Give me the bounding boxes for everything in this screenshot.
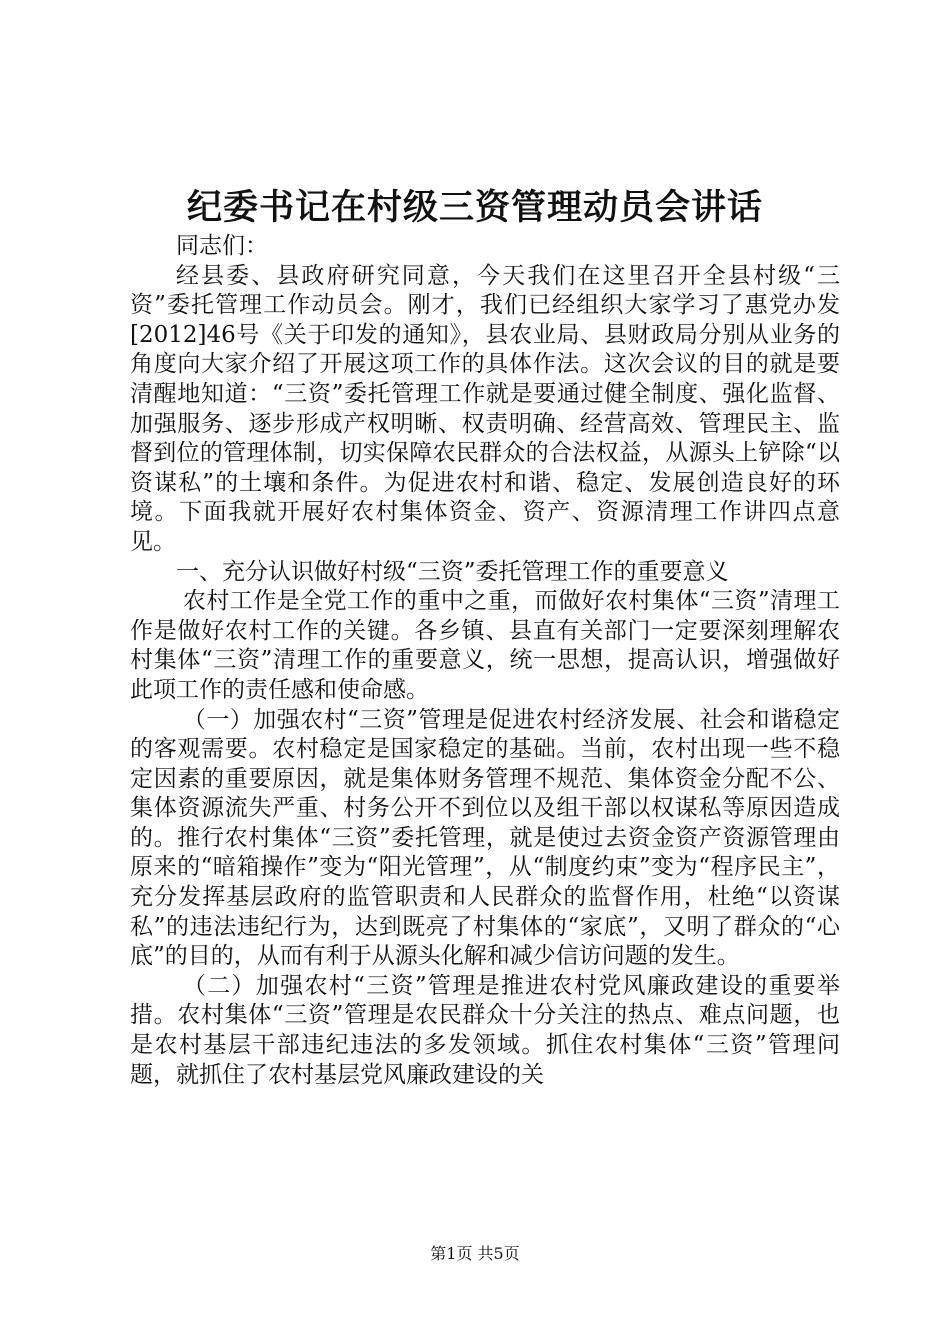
paragraph-intro: 经县委、县政府研究同意，今天我们在这里召开全县村级“三资”委托管理工作动员会。刚才，我们已经组织大家学习了惠党办发[2012]46号《关于印发的通知》，县农业局、县财政局分别从业务的角度向大家介绍了开展这项工作的具体作法。这次会议的目的就是要清醒地知道：“三资”委托管理工作就是要通过健全制度、强化监督、加强服务、逐步形成产权明晰、权责明确、经营高效、管理民主、监督到位的管理体制，切实保障农民群众的合法权益，从源头上铲除“以资谋私”的土壤和条件。为促进农村和谐、稳定、发展创造良好的环境。下面我就开展好农村集体资金、资产、资源清理工作讲四点意见。 [130,262,840,555]
salutation: 同志们： [176,233,268,259]
section-heading-1: 一、充分认识做好村级“三资”委托管理工作的重要意义 [176,558,729,585]
page-footer: 第1页 共5页 [430,1244,520,1263]
page-title: 纪委书记在村级三资管理动员会讲话 [186,187,763,228]
paragraph-point-1: （一）加强农村“三资”管理是促进农村经济发展、社会和谐稳定的客观需要。农村稳定是国家稳定的基础。当前，农村出现一些不稳定因素的重要原因，就是集体财务管理不规范、集体资金分配不公、集体资源流失严重、村务公开不到位以及组干部以权谋私等原因造成的。推行农村集体“三资”委托管理，就是使过去资金资产资源管理由原来的“暗箱操作”变为“阳光管理”，从“制度约束”变为“程序民主”，充分发挥基层政府的监管职责和人民群众的监督作用，杜绝“以资谋私”的违法违纪行为，达到既亮了村集体的“家底”，又明了群众的“心底”的目的，从而有利于从源头化解和减少信访问题的发生。 [130,706,840,970]
document-body [130,232,840,1090]
paragraph-point-2: （二）加强农村“三资”管理是推进农村党风廉政建设的重要举措。农村集体“三资”管理是农民群众十分关注的热点、难点问题，也是农村基层干部违纪违法的多发领域。抓住农村集体“三资”管理问题，就抓住了农村基层党风廉政建设的关 [130,972,840,1088]
paragraph-section-1: 农村工作是全党工作的重中之重，而做好农村集体“三资”清理工作是做好农村工作的关键。各乡镇、县直有关部门一定要深刻理解农村集体“三资”清理工作的重要意义，统一思想，提高认识，增强做好此项工作的责任感和使命感。 [130,588,840,703]
